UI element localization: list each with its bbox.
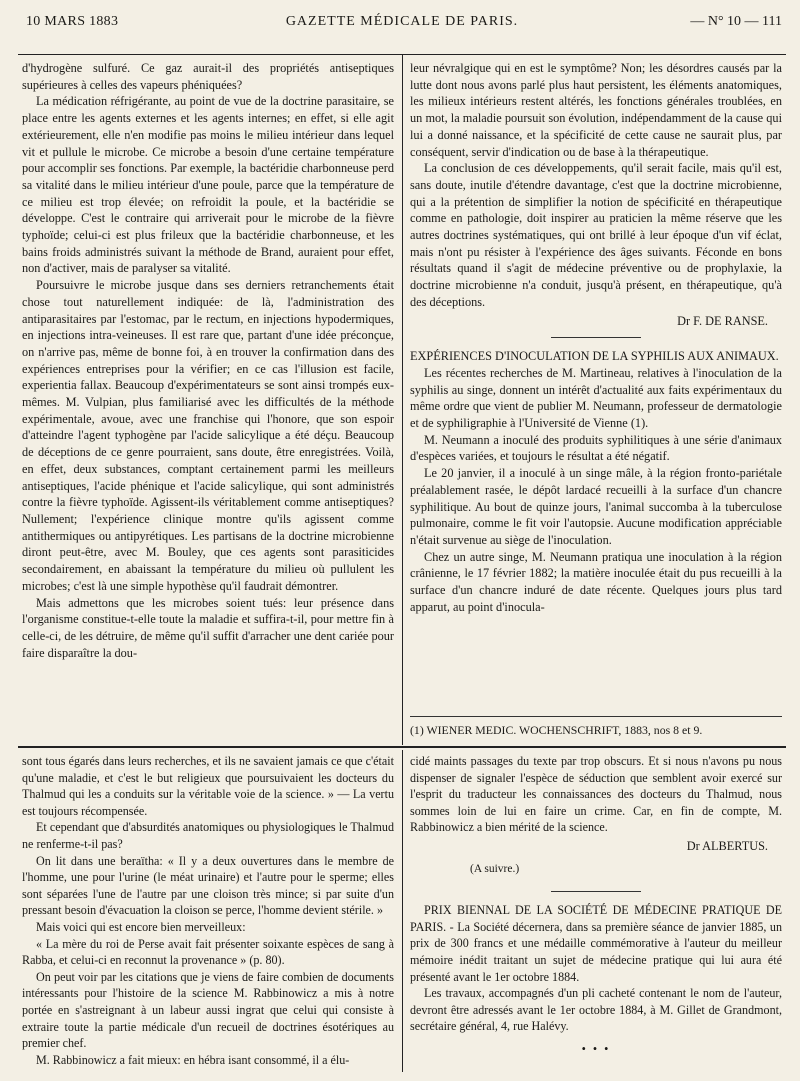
paragraph: Et cependant que d'absurdités anatomiques ou physiologiques le Thalmud ne renferme-t-il pas? [22, 820, 394, 851]
paragraph: « La mère du roi de Perse avait fait présenter soixante espèces de sang à Rabba, et celui-ci en reconnut la provenance » (p. 80). [22, 936, 394, 968]
paragraph: sont tous égarés dans leurs recherches, et ils ne savaient jamais ce que c'était qu'une maladie, et c'est le but religieux que poursuivaient les docteurs du Thalmud qui les a conduits sur la véritable voie de la science. » — La vertu est toujours récompensée. [22, 754, 394, 818]
paragraph: Chez un autre singe, M. Neumann pratiqua une inoculation à la région crânienne, le 17 février 1882; la matière inoculée était du pus recueilli à la surface d'un chancre induré de date récente. Quelques jours plus tard apparut, au point d'inocula- [410, 549, 782, 614]
top-column-divider [402, 55, 403, 745]
paragraph: Mais admettons que les microbes soient tués: leur présence dans l'organisme constitue-t-elle toute la maladie et suffira-t-il, pour mettre fin à celle-ci, de les détruire, de même qu'il suffit d'arracher une dent cariée pour faire disparaître la dou- [22, 595, 394, 660]
paragraph: Poursuivre le microbe jusque dans ses derniers retranchements était chose tout naturellement indiquée: de là, l'administration des antiparasitaires par l'estomac, par le rectum, en injections hypodermiques, en injections intra-veineuses. Il est rare que, partant d'une idée préconçue, on n'arrive pas, même de bonne foi, à en trouver la confirmation dans des expériences entreprises pour la vérifier; en ce cas l'illusion est facile, experientia fallax. Beaucoup d'expérimentateurs se sont ainsi trompés eux-mêmes. M. Vulpian, plus familiarisé avec les difficultés de la méthode expérimentale, avoue, avec une franchise qui l'honore, que son espoir d'atteindre l'agent typhogène par l'acide salicylique a été déçu. Beaucoup de déceptions de ce genre pourraient, sans doute, être enregistrées. Voilà, en effet, deux substances, comptant certainement parmi les meilleurs antiseptiques, l'acide phénique et l'acide salicylique, qui sont administrés contre la fièvre typhoïde. Agissent-ils véritablement comme antiseptiques? Nullement; l'expérience clinique montre qu'ils agissent comme antithermiques ou antipyrétiques. Les partisans de la doctrine microbienne diront peut-être, avec M. Bouley, que ces agents sont parasiticides secondairement, en abaissant la température du milieu où pullulent les microbes; c'est là une simple hypothèse qu'il faudrait démontrer. [22, 278, 394, 593]
paragraph: Les récentes recherches de M. Martineau, relatives à l'inoculation de la syphilis au singe, donnent un intérêt d'actualité aux faits expérimentaux du même ordre que vient de publier M. Neumann, professeur de dermatologie et de syphiligraphie à l'Université de Vienne (1). [410, 365, 782, 431]
feuilleton-rule [18, 746, 786, 748]
paragraph: On peut voir par les citations que je viens de faire combien de documents intéressants pour l'histoire de la science M. Rabbinowicz a mis à notre portée en s'astreignant à un labeur aussi ingrat que celui qui consiste à extraire toute la partie médicale d'un recueil de doctrines ésotériques au premier chef. [22, 969, 394, 1051]
header-title: GAZETTE MÉDICALE DE PARIS. [285, 14, 519, 29]
prize-text: La Société décernera, dans sa première séance de janvier 1885, un prix de 300 francs et une médaille commémorative à l'auteur du meilleur mémoire inédit traitant un sujet de médecine pratique qui lui aura été présenté avant le 1er octobre 1884. [410, 919, 782, 984]
paragraph: On lit dans une beraïtha: « Il y a deux ouvertures dans le membre de l'homme, une pour l'urine (le méat urinaire) et l'autre pour le sperme; elles sont séparées l'une de l'autre par une cloison très mince; si par suite d'un pressant besoin d'évacuation la cloison se perce, l'homme devient stérile. » [22, 853, 394, 918]
paragraph: d'hydrogène sulfuré. Ce gaz aurait-il des propriétés antiseptiques supérieures à celles des vapeurs phéniquées? [22, 61, 394, 92]
bottom-left-column [22, 753, 394, 1068]
section-separator [551, 337, 641, 338]
paragraph: PRIX BIENNAL DE LA SOCIÉTÉ DE MÉDECINE PRATIQUE DE PARIS. - La Société décernera, dans sa première séance de janvier 1885, un prix de 300 francs et une médaille commémorative à l'auteur du meilleur mémoire inédit traitant un sujet de médecine pratique qui lui aura été présenté avant le 1er octobre 1884. [410, 903, 782, 984]
paragraph: M. Neumann a inoculé des produits syphilitiques à une série d'animaux d'espèces variées, et toujours le résultat a été négatif. [410, 432, 782, 464]
footnote-block [410, 722, 782, 739]
paragraph: M. Rabbinowicz a fait mieux: en hébra isant consommé, il a élu- [36, 1052, 350, 1067]
footnote-rule [410, 716, 782, 717]
to-be-continued: (A suivre.) [470, 862, 520, 875]
prize-title: PRIX BIENNAL DE LA SOCIÉTÉ DE MÉDECINE PRATIQUE DE PARIS. [410, 903, 782, 934]
signature-albertus: Dr ALBERTUS. [686, 838, 768, 853]
paragraph: La conclusion de ces développements, qu'il serait facile, mais qu'il est, sans doute, inutile d'étendre davantage, c'est que la doctrine microbienne, qui a la prétention de simplifier la notion de spécificité en thérapeutique comme en pathologie, doit inspirer au praticien la même réserve que les autres doctrines systématiques, qui ont brillé à leur époque d'un vif éclat, mais n'ont pu résister à l'expérience des âges suivants. Féconde en bons résultats quand il s'agit de médecine préventive ou de prophylaxie, la doctrine microbienne n'a conduit, jusqu'à présent, en thérapeutique, qu'à des déceptions. [410, 161, 782, 309]
header-issue-number: — N° 10 — 111 [690, 14, 782, 29]
paragraph: leur névralgique qui en est le symptôme? Non; les désordres causés par la lutte dont nous avons parlé plus haut persistent, les éléments anatomiques, les milieux intérieurs restent altérés, les fonctions générales troublées, en un mot, la maladie poursuit son évolution, indépendamment de la cause qui lui a donné naissance, et la spécificité de cette cause ne saurait plus, par conséquent, servir d'indication ou de base à la thérapeutique. [410, 61, 782, 159]
bottom-column-divider [402, 750, 403, 1072]
signature-de-ranse: Dr F. DE RANSE. [677, 313, 768, 328]
newspaper-page [18, 10, 786, 1074]
top-right-column [410, 60, 782, 616]
footnote: (1) WIENER MEDIC. WOCHENSCHRIFT, 1883, nos 8 et 9. [410, 723, 703, 737]
paragraph: Les travaux, accompagnés d'un pli cacheté contenant le nom de l'auteur, devront être adressés avant le 1er octobre 1884, à M. Gillet de Grandmont, secrétaire général, 4, rue Halévy. [410, 986, 782, 1034]
top-left-column [22, 60, 394, 661]
bottom-right-column [410, 753, 782, 1058]
paragraph: La médication réfrigérante, au point de vue de la doctrine parasitaire, se place entre les agents externes et les agents internes; en effet, si elle agit extérieurement, elle n'en modifie pas moins le milieu intérieur dans lequel vit et pullule le microbe. Ce microbe a besoin d'une certaine température pour accomplir ses fonctions. Par exemple, la bactéridie charbonneuse perd sa vitalité dans le milieu intérieur d'une poule, parce que la température de ce milieu est trop élevée; on refroidit la poule, et la bactéridie se développe. C'est le contraire qui arriverait pour le microbe de la fièvre typhoïde; celui-ci est plus frileux que la bactéridie charbonneuse, et les bains froids administrés suivant la méthode de Brand, auraient pour effet, non d'activer, mais de paralyser sa vitalité. [22, 94, 394, 276]
section-separator [551, 891, 641, 892]
section-title: EXPÉRIENCES D'INOCULATION DE LA SYPHILIS AUX ANIMAUX. [410, 349, 779, 364]
paragraph: Mais voici qui est encore bien merveilleux: [36, 919, 246, 934]
paragraph: Le 20 janvier, il a inoculé à un singe mâle, à la région fronto-pariétale préalablement rasée, le dépôt lardacé recueilli à la surface d'un chancre syphilitique. Au bout de quinze jours, l'animal succomba à la tuberculose pulmonaire, comme le fit voir l'autopsie. Aucune modification appréciable n'était survenue au siège de l'inoculation. [410, 466, 782, 547]
header-date: 10 MARS 1883 [26, 14, 119, 29]
ornament: • • • [581, 1041, 611, 1056]
paragraph: cidé maints passages du texte par trop obscurs. Et si nous n'avons pu nous dispenser de signaler l'espèce de séduction que semblent avoir exercé sur l'esprit du traducteur les connaissances des docteurs du Thalmud, nous sommes loin de lui en faire un crime. Car, en fin de compte, M. Rabbinowicz a bien mérité de la science. [410, 754, 782, 835]
page-header [18, 10, 786, 36]
